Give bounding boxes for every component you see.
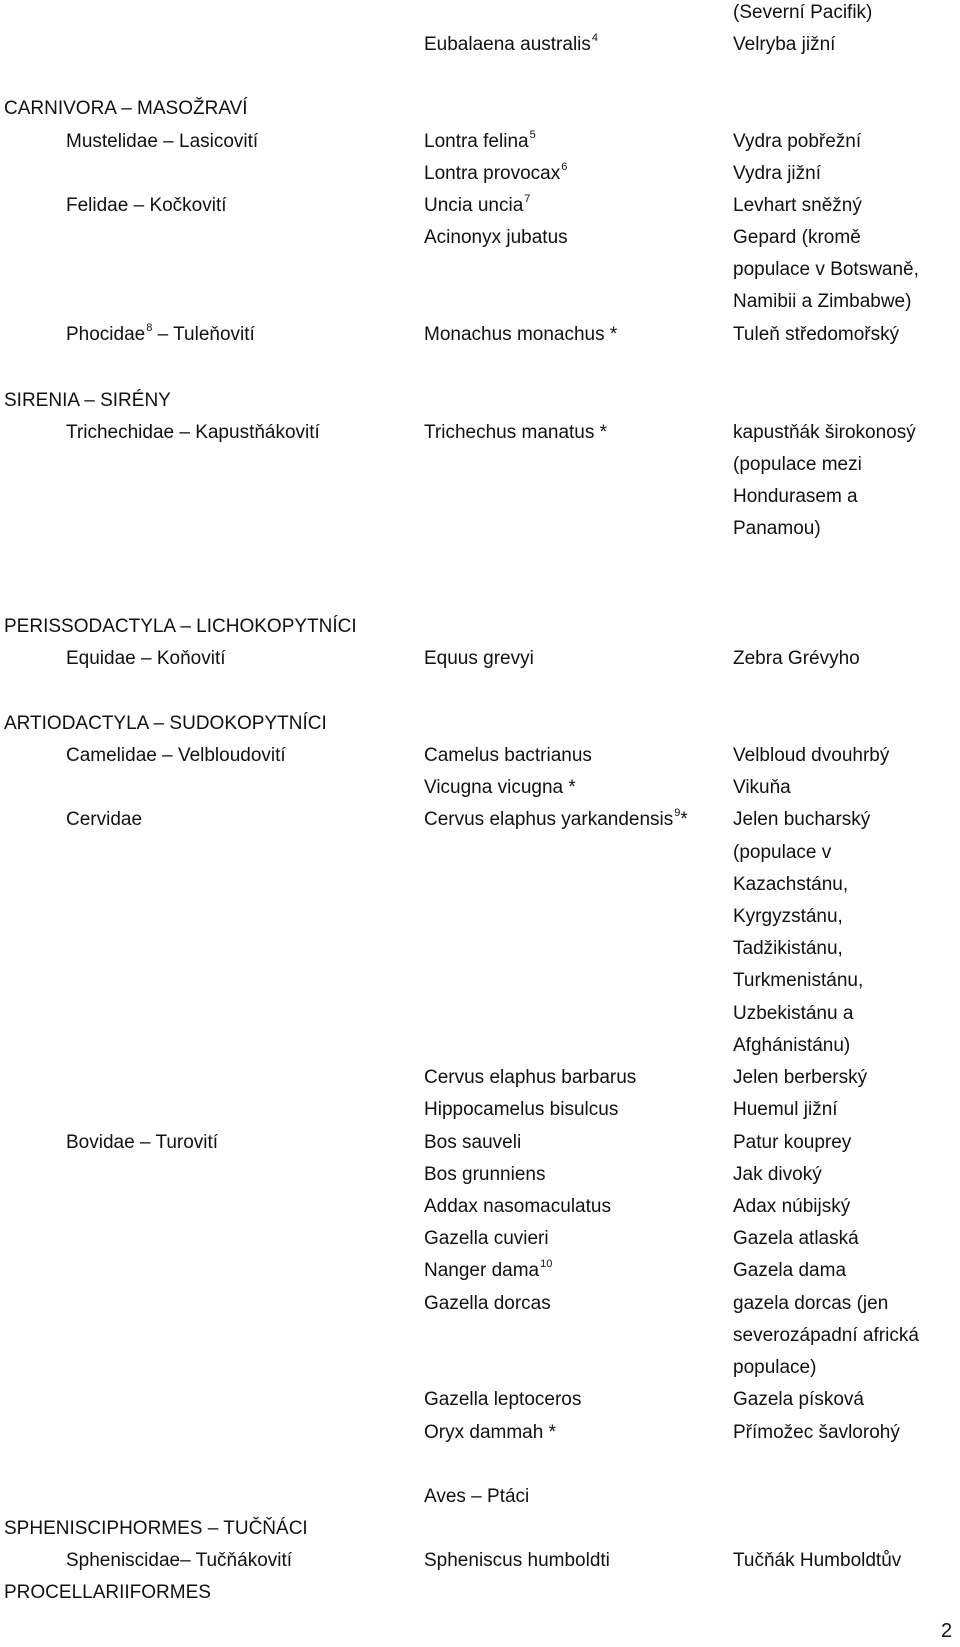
- czech-name-text: Huemul jižní: [733, 1099, 838, 1120]
- page-number: 2: [941, 1620, 953, 1642]
- czech-name-text: Tučňák Humboldtův: [733, 1550, 902, 1571]
- latin-name: [424, 324, 617, 346]
- czech-name-text: populace v Botswaně,: [733, 259, 919, 280]
- family-name-text: Phocidae: [66, 324, 146, 345]
- czech-name: [733, 1132, 851, 1154]
- latin-name: [424, 1067, 636, 1089]
- footnote-marker: 10: [540, 1258, 553, 1270]
- latin-name-text: Acinonyx jubatus: [424, 227, 568, 248]
- footnote-marker: 7: [524, 193, 531, 205]
- czech-name-text: Hondurasem a: [733, 486, 858, 507]
- czech-name: [733, 324, 899, 346]
- latin-name-suffix: *: [680, 809, 688, 830]
- czech-name-text: Namibii a Zimbabwe): [733, 291, 912, 312]
- latin-name-text: Gazella cuvieri: [424, 1228, 549, 1249]
- czech-name-text: Gazela písková: [733, 1389, 864, 1410]
- latin-name-text: Bos sauveli: [424, 1132, 522, 1153]
- czech-name: [733, 809, 870, 831]
- czech-name-text: populace): [733, 1357, 817, 1378]
- latin-name-text: Gazella leptoceros: [424, 1389, 582, 1410]
- czech-name-text: Gepard (kromě: [733, 227, 861, 248]
- czech-name-text: Přímožec šavlorohý: [733, 1422, 900, 1443]
- czech-name: [733, 422, 916, 444]
- czech-name-text: Velbloud dvouhrbý: [733, 745, 890, 766]
- czech-name: [733, 648, 860, 670]
- czech-name: [733, 486, 858, 508]
- footnote-marker: 5: [529, 129, 536, 141]
- family-name: [66, 809, 142, 831]
- family-name-suffix: – Tuleňovití: [152, 324, 255, 345]
- czech-name: [733, 906, 843, 928]
- order-heading-text: CARNIVORA – MASOŽRAVÍ: [4, 98, 248, 119]
- latin-name: [424, 1486, 529, 1508]
- czech-name-text: Vydra pobřežní: [733, 131, 862, 152]
- order-heading-text: PERISSODACTYLA – LICHOKOPYTNÍCI: [4, 616, 357, 637]
- order-heading: [4, 713, 327, 735]
- family-name: [66, 1132, 218, 1154]
- latin-name: [424, 648, 534, 670]
- order-heading: [4, 390, 171, 412]
- latin-name: [424, 809, 688, 833]
- czech-name-text: Tadžikistánu,: [733, 938, 843, 959]
- czech-name-text: Turkmenistánu,: [733, 970, 864, 991]
- latin-name: [424, 1550, 610, 1572]
- czech-name-text: (Severní Pacifik): [733, 2, 873, 23]
- czech-name: [733, 1389, 864, 1411]
- czech-name-text: (populace mezi: [733, 454, 862, 475]
- czech-name-text: Gazela atlaská: [733, 1228, 859, 1249]
- czech-name: [733, 131, 861, 153]
- latin-name: [424, 777, 576, 799]
- czech-name: [733, 518, 821, 540]
- czech-name: [733, 1067, 867, 1089]
- latin-name-text: Bos grunniens: [424, 1164, 546, 1185]
- czech-name: [733, 195, 862, 217]
- czech-name-text: Patur kouprey: [733, 1132, 852, 1153]
- footnote-marker: 9: [674, 807, 681, 819]
- czech-name: [733, 454, 862, 476]
- czech-name-text: Jak divoký: [733, 1164, 822, 1185]
- latin-name-text: Lontra provocax: [424, 163, 561, 184]
- czech-name: [733, 1293, 888, 1315]
- latin-name-text: Camelus bactrianus: [424, 745, 592, 766]
- latin-name-text: Vicugna vicugna *: [424, 777, 576, 798]
- latin-name-text: Equus grevyi: [424, 648, 534, 669]
- footnote-marker: 6: [561, 161, 568, 173]
- czech-name: [733, 1099, 838, 1121]
- latin-name-text: Gazella dorcas: [424, 1293, 551, 1314]
- order-heading: [4, 1518, 308, 1540]
- latin-name: [424, 1196, 611, 1218]
- latin-name: [424, 34, 598, 58]
- latin-name: [424, 422, 607, 444]
- czech-name: [733, 1422, 900, 1444]
- family-name: [66, 195, 227, 217]
- latin-name-text: Spheniscus humboldti: [424, 1550, 610, 1571]
- czech-name: [733, 1035, 850, 1057]
- family-name: [66, 1550, 292, 1572]
- czech-name: [733, 1325, 919, 1347]
- latin-name: [424, 163, 567, 187]
- czech-name: [733, 874, 848, 896]
- latin-name: [424, 745, 592, 767]
- family-name-text: Mustelidae – Lasicovití: [66, 131, 259, 152]
- latin-name: [424, 1132, 521, 1154]
- latin-name: [424, 1389, 581, 1411]
- czech-name-text: Jelen bucharský: [733, 809, 871, 830]
- latin-name-text: Lontra felina: [424, 131, 529, 152]
- latin-name-text: Hippocamelus bisulcus: [424, 1099, 619, 1120]
- czech-name: [733, 1357, 816, 1379]
- order-heading: [4, 98, 248, 120]
- czech-name-text: Levhart sněžný: [733, 195, 862, 216]
- latin-name: [424, 227, 568, 249]
- family-name: [66, 648, 226, 670]
- czech-name-text: Jelen berberský: [733, 1067, 868, 1088]
- latin-name-text: Aves – Ptáci: [424, 1486, 530, 1507]
- latin-name-text: Addax nasomaculatus: [424, 1196, 611, 1217]
- order-heading: [4, 616, 357, 638]
- czech-name: [733, 1003, 853, 1025]
- family-name: [66, 745, 286, 767]
- latin-name: [424, 131, 536, 155]
- latin-name-text: Monachus monachus *: [424, 324, 618, 345]
- order-heading-text: SPHENISCIPHORMES – TUČŇÁCI: [4, 1518, 308, 1539]
- latin-name: [424, 1099, 618, 1121]
- czech-name-text: Afghánistánu): [733, 1035, 851, 1056]
- czech-name: [733, 745, 889, 767]
- czech-name-text: severozápadní africká: [733, 1325, 919, 1346]
- latin-name: [424, 1228, 549, 1250]
- family-name: [66, 422, 320, 444]
- czech-name-text: Vydra jižní: [733, 163, 821, 184]
- family-name-text: Equidae – Koňovití: [66, 648, 226, 669]
- family-name-text: Felidae – Kočkovití: [66, 195, 227, 216]
- czech-name-text: Velryba jižní: [733, 34, 836, 55]
- czech-name: [733, 1196, 850, 1218]
- czech-name-text: Kyrgyzstánu,: [733, 906, 843, 927]
- family-name-text: Spheniscidae– Tučňákovití: [66, 1550, 293, 1571]
- czech-name-text: Gazela dama: [733, 1260, 847, 1281]
- family-name-text: Trichechidae – Kapustňákovití: [66, 422, 320, 443]
- latin-name: [424, 1422, 556, 1444]
- latin-name-text: Cervus elaphus barbarus: [424, 1067, 637, 1088]
- czech-name: [733, 163, 821, 185]
- czech-name: [733, 938, 843, 960]
- czech-name-text: Vikuňa: [733, 777, 791, 798]
- family-name: [66, 324, 255, 348]
- family-name-text: Camelidae – Velbloudovití: [66, 745, 286, 766]
- order-heading-text: SIRENIA – SIRÉNY: [4, 390, 171, 411]
- latin-name: [424, 1293, 551, 1315]
- czech-name-text: (populace v: [733, 842, 832, 863]
- czech-name: [733, 291, 911, 313]
- czech-name: [733, 34, 835, 56]
- family-name-text: Cervidae: [66, 809, 143, 830]
- latin-name-text: Eubalaena australis: [424, 34, 591, 55]
- czech-name-text: Adax núbijský: [733, 1196, 851, 1217]
- latin-name: [424, 1164, 545, 1186]
- czech-name: [733, 842, 831, 864]
- latin-name: [424, 1260, 552, 1284]
- latin-name: [424, 195, 530, 219]
- czech-name-text: Uzbekistánu a: [733, 1003, 854, 1024]
- czech-name: [733, 2, 872, 24]
- czech-name: [733, 1228, 859, 1250]
- czech-name-text: kapustňák širokonosý: [733, 422, 916, 443]
- czech-name-text: Zebra Grévyho: [733, 648, 860, 669]
- order-heading: [4, 1582, 211, 1604]
- czech-name: [733, 1550, 901, 1572]
- footnote-marker: 8: [146, 322, 153, 334]
- czech-name-text: Kazachstánu,: [733, 874, 849, 895]
- order-heading-text: PROCELLARIIFORMES: [4, 1582, 211, 1603]
- family-name: [66, 131, 258, 153]
- latin-name-text: Oryx dammah *: [424, 1422, 556, 1443]
- latin-name-text: Nanger dama: [424, 1260, 540, 1281]
- footnote-marker: 4: [591, 32, 599, 44]
- czech-name: [733, 1260, 846, 1282]
- czech-name-text: Tuleň středomořský: [733, 324, 900, 345]
- czech-name: [733, 970, 863, 992]
- order-heading-text: ARTIODACTYLA – SUDOKOPYTNÍCI: [4, 713, 327, 734]
- latin-name-text: Trichechus manatus *: [424, 422, 608, 443]
- latin-name-text: Cervus elaphus yarkandensis: [424, 809, 674, 830]
- family-name-text: Bovidae – Turovití: [66, 1132, 219, 1153]
- czech-name: [733, 259, 919, 281]
- czech-name: [733, 1164, 822, 1186]
- latin-name-text: Uncia uncia: [424, 195, 524, 216]
- czech-name: [733, 777, 791, 799]
- czech-name: [733, 227, 861, 249]
- czech-name-text: Panamou): [733, 518, 821, 539]
- czech-name-text: gazela dorcas (jen: [733, 1293, 889, 1314]
